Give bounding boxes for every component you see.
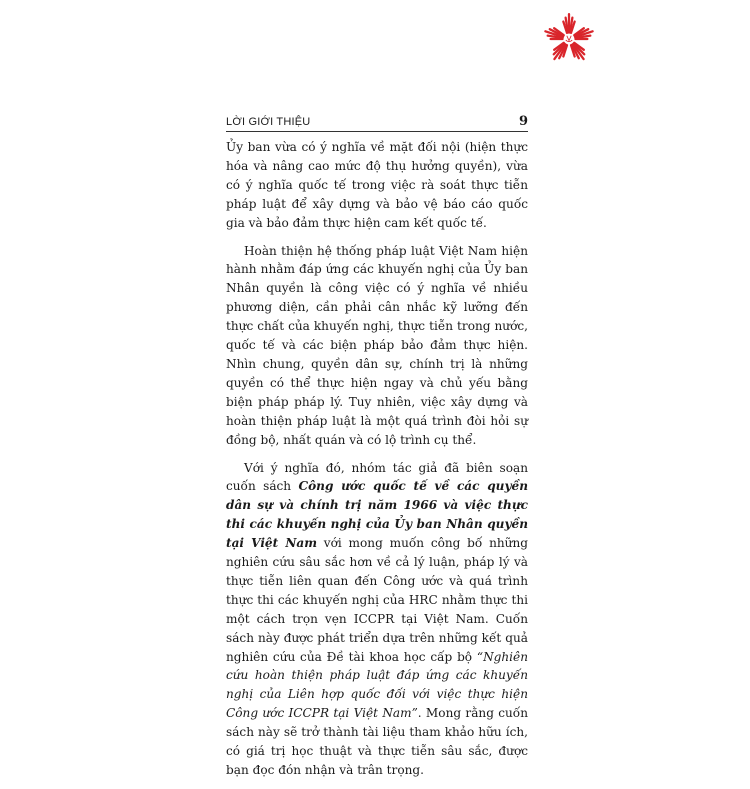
book-title: Công ước quốc tế về các quyền dân sự và chính trị năm 1966 và việc thực thi các khuyến nghị của Ủy ban Nhân quyền tại Việt Nam <box>226 479 528 551</box>
paragraph-3-text-a: Với ý nghĩa đó, nhóm tác giả đã biên soạn cuốn sách <box>226 460 528 494</box>
research-project-title: “Nghiên cứu hoàn thiện pháp luật đáp ứng các khuyến nghị của Liên hợp quốc đối với việc thực hiện Công ước ICCPR tại Việt Nam” <box>226 649 528 721</box>
paragraph-3 <box>226 459 528 780</box>
paragraph-2-text: Hoàn thiện hệ thống pháp luật Việt Nam hiện hành nhằm đáp ứng các khuyến nghị của Ủy ban Nhân quyền là công việc có ý nghĩa về nhiều phương diện, cần phải cân nhắc kỹ lưỡng đến thực chất của khuyến nghị, thực tiễn trong nước, quốc tế và các biện pháp bảo đảm thực hiện. Nhìn chung, quyền dân sự, chính trị là những quyền có thể thực hiện ngay và chủ yếu bằng biện pháp pháp lý. Tuy nhiên, việc xây dựng và hoàn thiện pháp luật là một quá trình đòi hỏi sự đồng bộ, nhất quán và có lộ trình cụ thể. <box>226 243 528 447</box>
page-number: 9 <box>518 114 528 129</box>
paragraph-2 <box>226 242 528 450</box>
paragraph-1-text: Ủy ban vừa có ý nghĩa về mặt đối nội (hiện thực hóa và nâng cao mức độ thụ hưởng quyền), vừa có ý nghĩa quốc tế trong việc rà soát thực tiễn pháp luật để xây dựng và bảo vệ báo cáo quốc gia và bảo đảm thực hiện cam kết quốc tế. <box>226 140 528 230</box>
chapter-title: LỜI GIỚI THIỆU <box>226 116 311 128</box>
paragraph-3-text-b: với mong muốn công bố những nghiên cứu sâu sắc hơn về cả lý luận, pháp lý và thực tiễn liên quan đến Công ước và quá trình thực thi các khuyến nghị của HRC nhằm thực thi một cách trọn vẹn ICCPR tại Việt Nam. Cuốn sách này được phát triển dựa trên những kết quả nghiên cứu của Đề tài khoa học cấp bộ <box>226 536 528 664</box>
red-star-flower-logo-icon <box>542 12 596 66</box>
body-text <box>226 138 528 789</box>
paragraph-1 <box>226 138 528 233</box>
paragraph-3-text-c: . Mong rằng cuốn sách này sẽ trở thành tài liệu tham khảo hữu ích, có giá trị học thuật và thực tiễn sâu sắc, được bạn đọc đón nhận và trân trọng. <box>226 706 528 777</box>
running-header <box>226 114 528 132</box>
header-rule <box>226 131 528 132</box>
